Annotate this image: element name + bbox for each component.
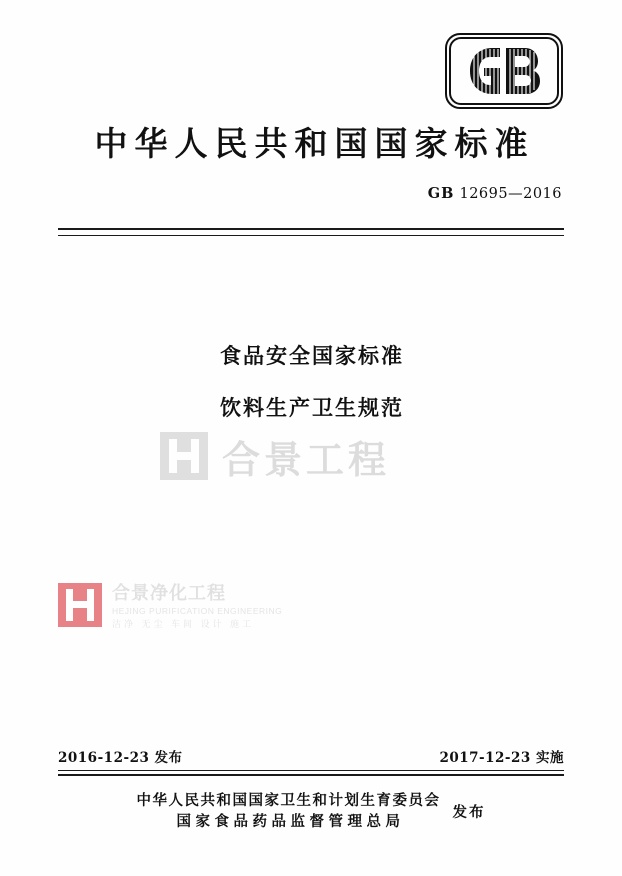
footer-rule-thick: [58, 774, 564, 776]
watermark-left-text-3: 洁净 无尘 车间 设计 施工: [112, 619, 255, 629]
footer-rule-thin: [58, 770, 564, 771]
watermark-center-text: 合景工程: [222, 436, 391, 482]
issuer-publish-label: 发布: [452, 803, 486, 821]
standard-number-code: 12695—2016: [459, 186, 562, 202]
document-title: 中华人民共和国国家标准: [94, 124, 535, 163]
issuer-line-2: 国家食品药品监督管理总局: [176, 813, 405, 830]
issuer-block: [0, 790, 622, 832]
standard-number: [428, 185, 562, 202]
effective-date: 2017-12-23 实施: [439, 750, 564, 766]
watermark-left-text-1: 合景净化工程: [112, 583, 226, 604]
watermark-left-logo-icon: [58, 583, 102, 627]
watermark-center: [160, 428, 460, 484]
header-rule-thin: [58, 235, 564, 236]
issuer-names: [137, 790, 441, 832]
issue-date: 2016-12-23 发布: [58, 750, 183, 766]
subject-line-1: 食品安全国家标准: [220, 343, 404, 368]
standard-number-prefix: GB: [427, 185, 455, 202]
header-rule-thick: [58, 228, 564, 230]
watermark-left-text-2: HEJING PURIFICATION ENGINEERING: [112, 606, 283, 616]
subject-line-2: 饮料生产卫生规范: [220, 395, 404, 420]
subject-block: [0, 340, 622, 422]
watermark-logo-icon: [160, 432, 208, 480]
watermark-left: [58, 583, 288, 643]
issuer-line-1: 中华人民共和国国家卫生和计划生育委员会: [136, 792, 441, 809]
watermark-left-textwrap: [112, 583, 282, 630]
gb-emblem-icon: [444, 32, 564, 110]
watermark-logo-bar: [174, 452, 194, 460]
watermark-left-logo-bar: [70, 601, 90, 608]
